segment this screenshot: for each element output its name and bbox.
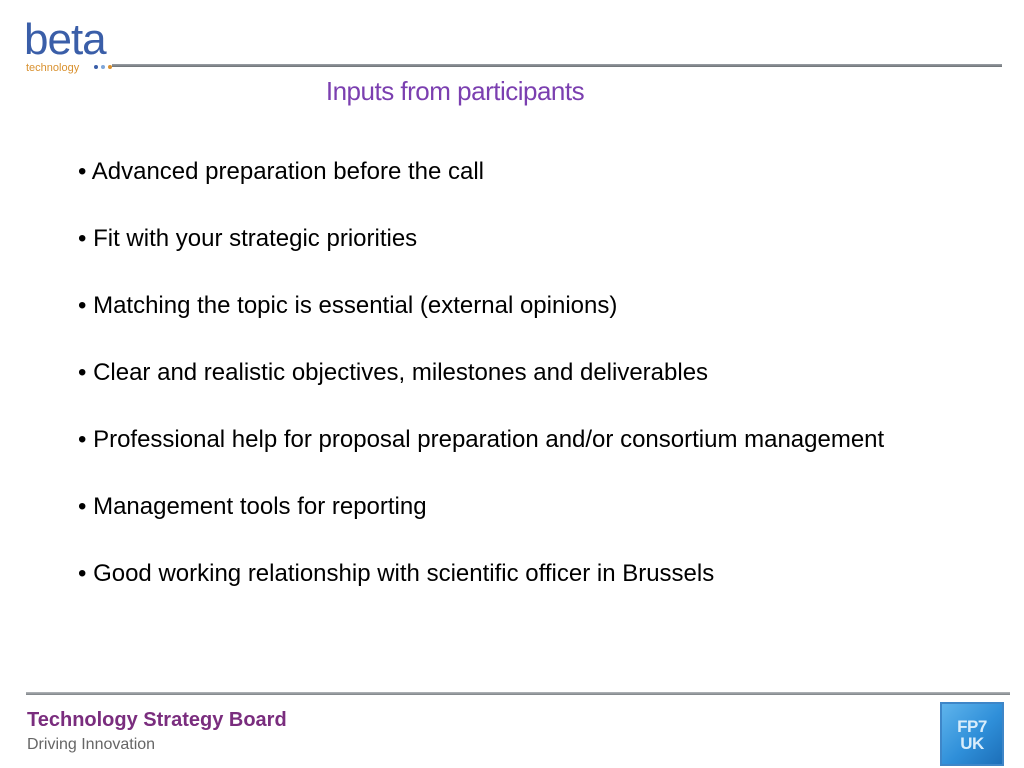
bullet-item: • Good working relationship with scientific officer in Brussels: [78, 560, 715, 587]
bullet-item: • Fit with your strategic priorities: [78, 225, 418, 252]
logo-dot: [94, 65, 98, 69]
footer-divider: [26, 692, 1010, 695]
logo-word: beta: [24, 15, 106, 64]
slide-title: Inputs from participants: [325, 76, 585, 106]
logo-subtitle: technology: [26, 62, 80, 74]
bullet-item: • Clear and realistic objectives, milestones and deliverables: [78, 359, 709, 386]
logo-dot: [101, 65, 105, 69]
fp7-uk-badge: [940, 702, 1004, 766]
bullet-item: • Matching the topic is essential (external opinions): [78, 292, 618, 319]
bullet-item: • Management tools for reporting: [78, 493, 427, 520]
beta-technology-logo: [24, 15, 124, 80]
org-tagline: Driving Innovation: [27, 736, 156, 753]
bullet-list: [78, 160, 938, 629]
badge-line-2: UK: [960, 734, 984, 753]
org-name: Technology Strategy Board: [27, 709, 287, 731]
bullet-item: • Advanced preparation before the call: [78, 158, 485, 185]
header-divider: [112, 64, 1002, 67]
bullet-item: • Professional help for proposal preparation and/or consortium management: [78, 426, 885, 453]
badge-line-1: FP7: [957, 717, 987, 736]
